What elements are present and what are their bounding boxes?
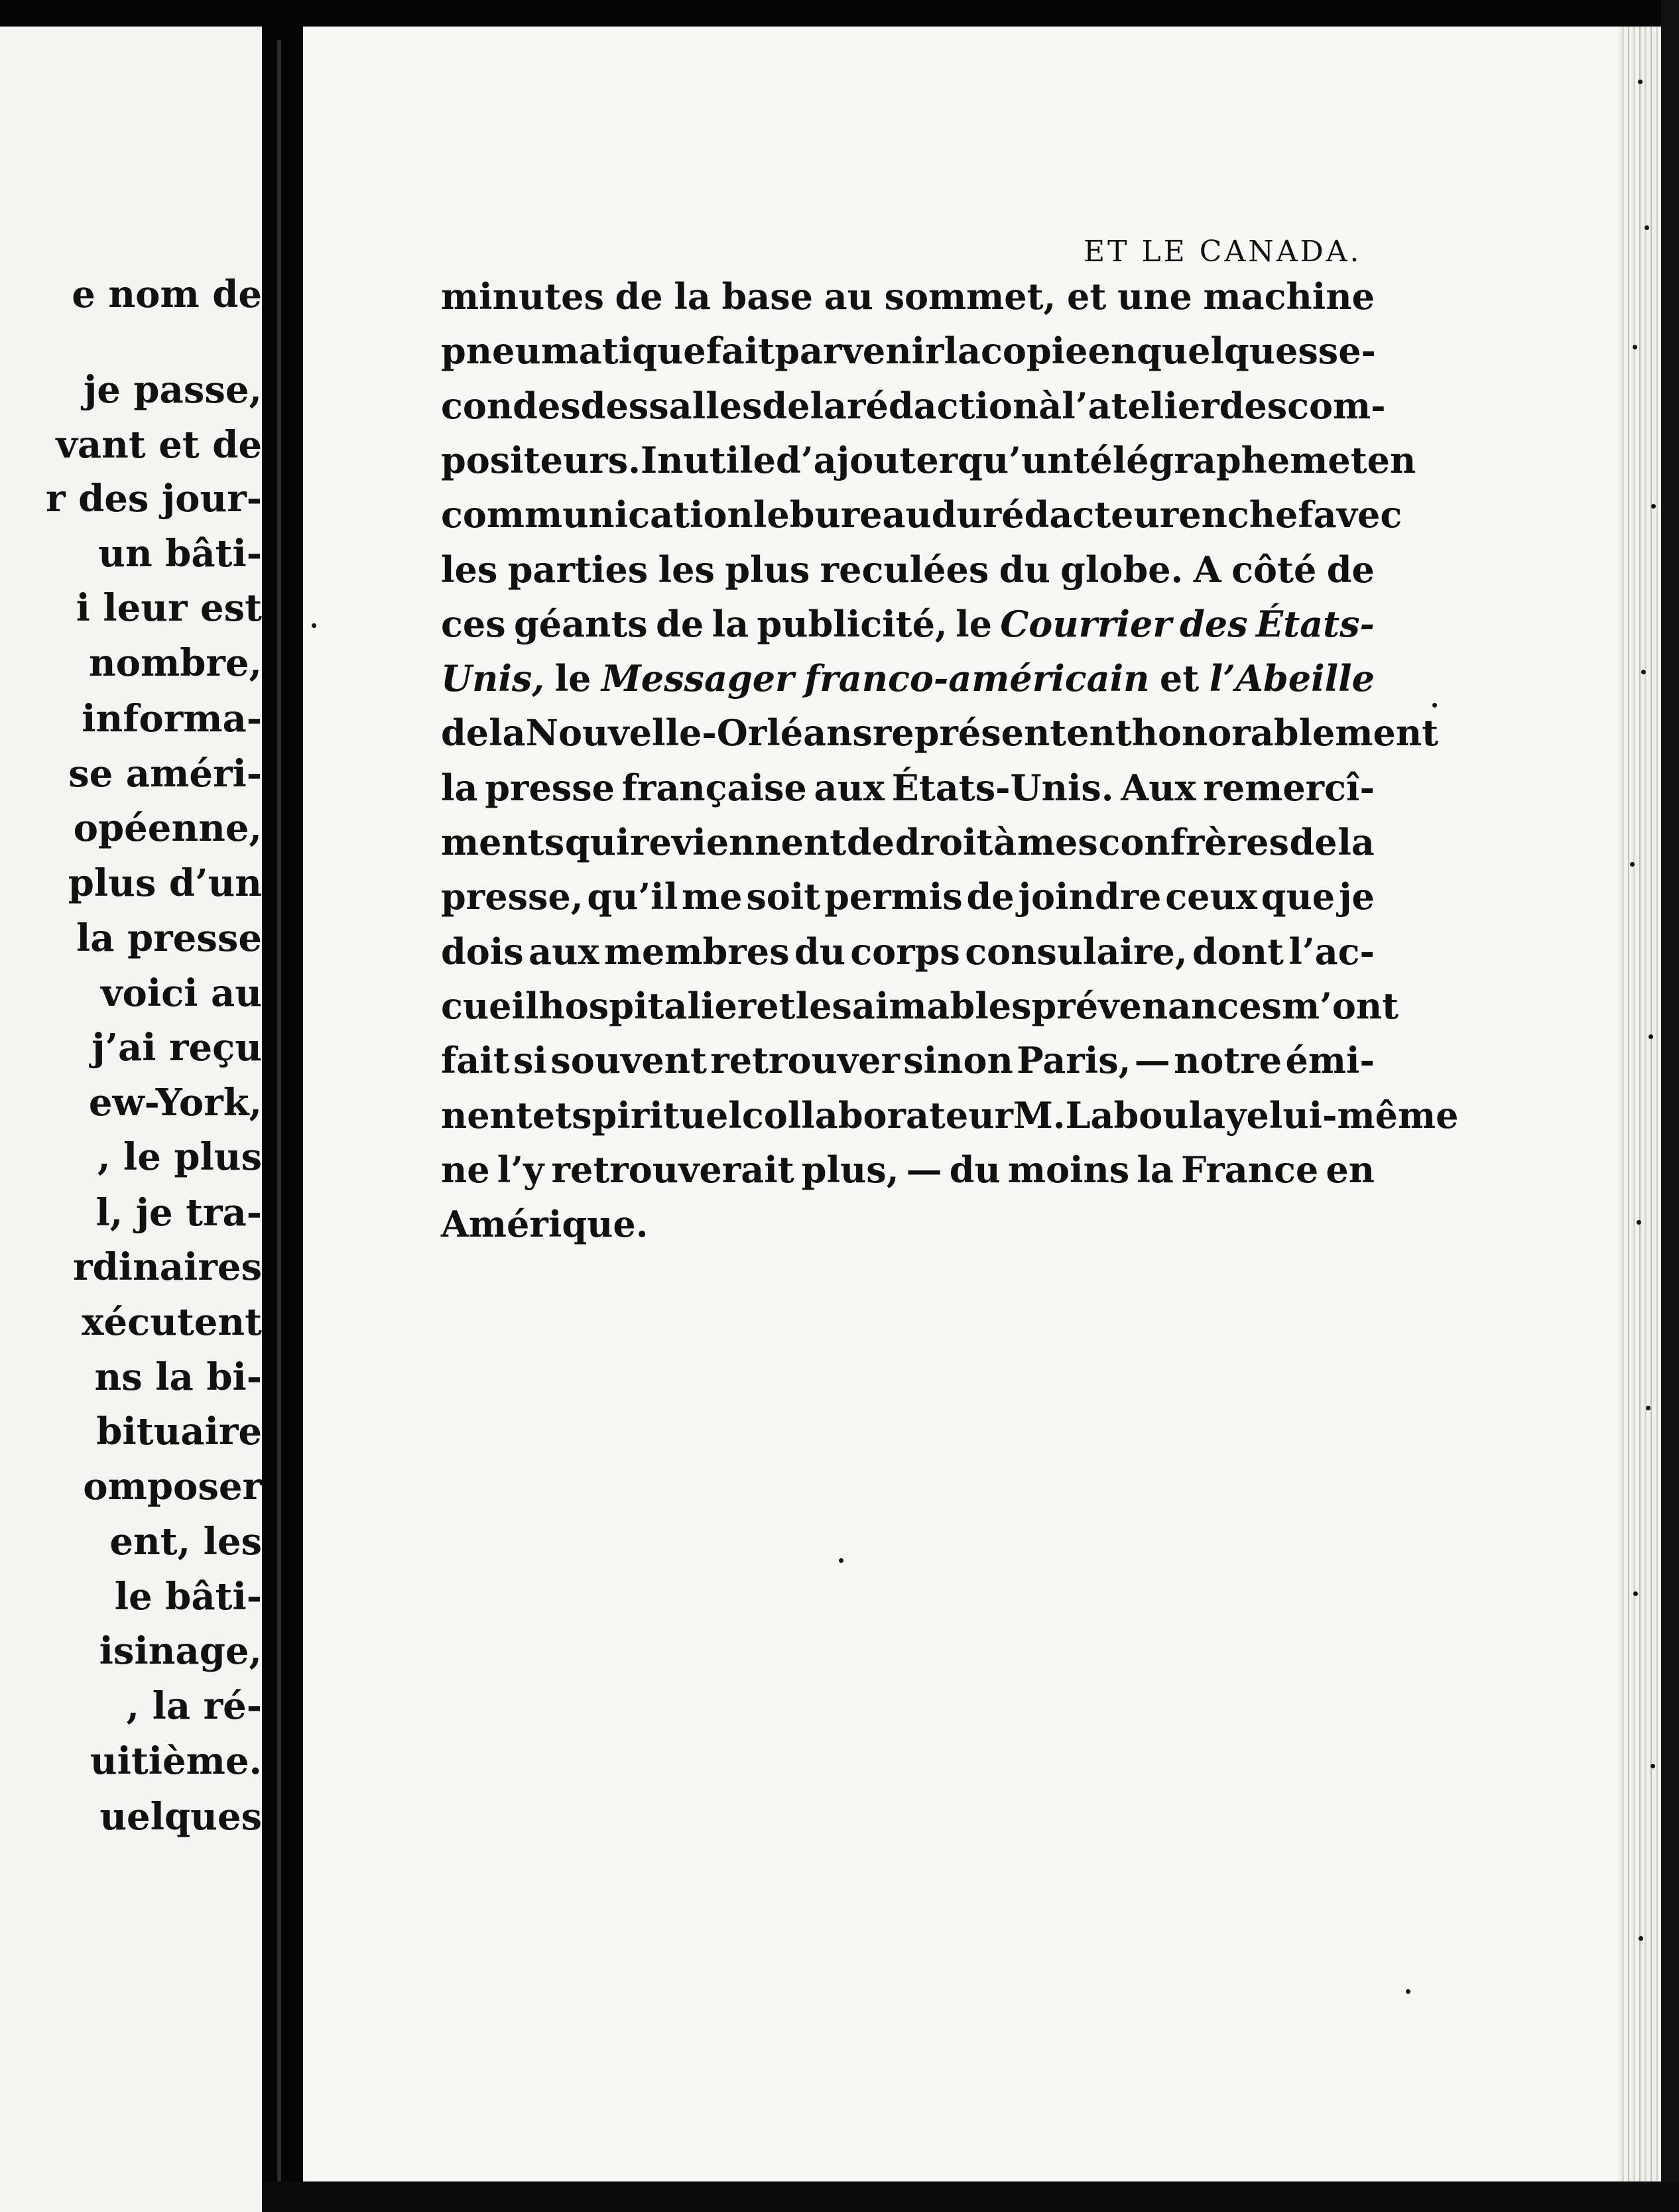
right-page (303, 27, 1636, 2181)
word: aux (814, 767, 885, 809)
word: joindre (1018, 875, 1162, 918)
left-page-line: ew-York, (88, 1081, 262, 1125)
word: émi- (1285, 1039, 1375, 1081)
left-page-line: informa- (82, 697, 262, 741)
italic-word: des (1180, 603, 1248, 645)
word: et (532, 1094, 572, 1137)
left-page-line: uelques (99, 1795, 262, 1839)
italic-word: États- (1256, 603, 1375, 645)
binding-thread (277, 40, 281, 2188)
scan-border-bottom (262, 2181, 1679, 2212)
word: rédaction (847, 385, 1039, 427)
left-page-line: bituaire (96, 1410, 262, 1453)
word: bureau (789, 493, 932, 536)
word: géants (514, 603, 648, 645)
left-page-line: r des jour- (46, 477, 262, 521)
word: publicité, (757, 603, 948, 645)
word: l’y (497, 1148, 544, 1191)
word: dois (441, 930, 524, 973)
word: lui-même (1269, 1094, 1459, 1137)
left-page-line: je passe, (83, 368, 262, 412)
word: la (1137, 1148, 1174, 1191)
word: reviennent (630, 821, 847, 863)
body-line (441, 711, 1439, 761)
word: mes (1017, 821, 1098, 863)
word: corps (850, 930, 960, 973)
word: positeurs. (441, 439, 641, 481)
word: en (1088, 330, 1137, 372)
word: la (674, 275, 711, 318)
word: à (993, 821, 1017, 863)
word: ne (441, 1148, 490, 1191)
word: me (682, 875, 743, 918)
scan-speck (1637, 1220, 1641, 1225)
word: communication (441, 493, 753, 536)
word: et (1159, 657, 1200, 700)
left-page-line: nombre, (88, 641, 262, 685)
left-page-line: opéenne, (73, 806, 262, 850)
body-line (441, 439, 1416, 489)
word: l’ac- (1288, 930, 1375, 973)
scan-speck (839, 1558, 843, 1563)
word: M. (1013, 1094, 1066, 1137)
word: presse, (441, 875, 584, 918)
word: copie (980, 330, 1088, 372)
word: le (554, 657, 591, 700)
word: d’ajouter (776, 439, 958, 481)
word: de (846, 821, 895, 863)
word: télégraphe (1073, 439, 1290, 481)
body-line (441, 385, 1386, 434)
scan-speck (312, 623, 316, 628)
word: le (753, 493, 790, 536)
word: collaborateur (741, 1094, 1013, 1137)
word: retrouverait (551, 1148, 794, 1191)
body-line (441, 985, 1399, 1034)
word: soit (746, 875, 821, 918)
left-page-line: ent, les (109, 1520, 262, 1564)
italic-word: Unis, (441, 657, 545, 700)
word: qu’il (587, 875, 678, 918)
word: plus, (801, 1148, 899, 1191)
page-header (303, 235, 1636, 281)
word: fait (441, 1039, 510, 1081)
left-page-line: , la ré- (126, 1684, 262, 1728)
word: les (795, 985, 852, 1027)
word: la (489, 711, 526, 754)
word: — (1134, 1039, 1170, 1081)
word: que (1261, 875, 1336, 918)
word: du (931, 493, 983, 536)
body-line (441, 493, 1402, 543)
word: du (949, 1148, 1001, 1191)
left-page-line: , le plus (97, 1135, 262, 1179)
scan-speck (1651, 504, 1656, 509)
word: parties (507, 548, 649, 591)
word: Amérique. (441, 1203, 649, 1245)
word: souvent (550, 1039, 707, 1081)
left-page-line: le bâti- (114, 1575, 262, 1619)
word: Laboulaye (1065, 1094, 1269, 1137)
body-line (441, 930, 1375, 980)
word: au (824, 275, 873, 318)
word: prévenances (1031, 985, 1282, 1027)
word: honorablement (1131, 711, 1439, 754)
word: met (1290, 439, 1367, 481)
word: Inutile (640, 439, 777, 481)
body-line (441, 1203, 1375, 1253)
word: en (1178, 493, 1227, 536)
word: la (712, 603, 749, 645)
word: reculées (820, 548, 989, 591)
word: la (1337, 821, 1375, 863)
word: sinon (903, 1039, 1013, 1081)
word: retrouver (710, 1039, 900, 1081)
body-line (441, 603, 1375, 652)
word: avec (1313, 493, 1402, 536)
italic-word: franco-américain (804, 657, 1150, 700)
word: la (441, 767, 478, 809)
word: ceux (1165, 875, 1257, 918)
word: condes (441, 385, 581, 427)
word: spirituel (572, 1094, 742, 1137)
word: remercî- (1203, 767, 1375, 809)
scan-speck (1646, 1406, 1650, 1410)
word: globe. (1060, 548, 1184, 591)
left-page-line: isinage, (99, 1629, 262, 1673)
left-page-line: rdinaires (73, 1245, 262, 1289)
word: minutes (441, 275, 604, 318)
word: une (1117, 275, 1192, 318)
italic-word: Messager (601, 657, 794, 700)
word: qui (564, 821, 630, 863)
word: com- (1287, 385, 1386, 427)
left-page-line: plus d’un (68, 861, 262, 905)
word: Nouvelle-Orléans (525, 711, 873, 754)
book-gutter (262, 27, 303, 2212)
left-page-line: xécutent (82, 1300, 262, 1344)
left-page-line: la presse (76, 916, 262, 960)
word: chef (1227, 493, 1314, 536)
left-page-line: l, je tra- (95, 1191, 262, 1235)
word: à (1038, 385, 1062, 427)
word: pneumatique (441, 330, 706, 372)
word: se- (1318, 330, 1376, 372)
left-page-line: e nom de (72, 273, 262, 316)
body-line (441, 330, 1376, 379)
scan-speck (1630, 862, 1635, 867)
word: plus (725, 548, 810, 591)
word: dont (1192, 930, 1284, 973)
word: des (580, 385, 649, 427)
word: si (513, 1039, 547, 1081)
left-page-line: vant et de (56, 423, 262, 467)
word: de (966, 875, 1015, 918)
italic-word: Courrier (1000, 603, 1172, 645)
word: permis (824, 875, 963, 918)
body-line (441, 767, 1375, 816)
word: A (1193, 548, 1221, 591)
word: de (1289, 821, 1337, 863)
body-line (441, 275, 1375, 325)
word: de (615, 275, 663, 318)
word: Paris, (1017, 1039, 1131, 1081)
word: machine (1203, 275, 1375, 318)
left-page-line: omposer (83, 1465, 262, 1508)
body-line (441, 1094, 1459, 1144)
left-page (0, 27, 262, 2212)
body-line (441, 875, 1375, 925)
left-page-line: voici au (100, 971, 262, 1015)
scan-speck (1645, 225, 1649, 230)
word: les (441, 548, 498, 591)
word: confrères (1098, 821, 1289, 863)
word: des (1219, 385, 1288, 427)
word: les (658, 548, 715, 591)
word: parvenir (775, 330, 944, 372)
word: rédacteur (982, 493, 1179, 536)
word: notre (1174, 1039, 1282, 1081)
word: aux (529, 930, 599, 973)
left-page-line: i leur est (76, 586, 262, 630)
word: française (621, 767, 807, 809)
word: côté (1231, 548, 1317, 591)
word: l’atelier (1062, 385, 1219, 427)
word: m’ont (1281, 985, 1399, 1027)
word: moins (1007, 1148, 1130, 1191)
word: ments (441, 821, 565, 863)
scan-speck (1633, 1591, 1638, 1596)
word: ces (441, 603, 506, 645)
scan-speck (1633, 345, 1637, 349)
left-page-line: j’ai reçu (92, 1026, 262, 1070)
word: le (956, 603, 992, 645)
word: consulaire, (965, 930, 1188, 973)
word: France (1180, 1148, 1319, 1191)
body-line (441, 548, 1375, 598)
scan-speck (1638, 80, 1643, 84)
body-line (441, 657, 1375, 707)
italic-word: l’Abeille (1209, 657, 1375, 700)
word: en (1326, 1148, 1375, 1191)
word: de (762, 385, 810, 427)
word: du (794, 930, 845, 973)
word: la (810, 385, 847, 427)
word: en (1367, 439, 1416, 481)
word: la (944, 330, 981, 372)
body-line (441, 821, 1375, 871)
word: membres (603, 930, 790, 973)
word: représentent (872, 711, 1132, 754)
word: de (441, 711, 489, 754)
word: États-Unis. (891, 767, 1114, 809)
body-line (441, 1039, 1375, 1089)
word: hospitalier (538, 985, 757, 1027)
word: je (1338, 875, 1375, 918)
word: de (1326, 548, 1375, 591)
word: salles (649, 385, 763, 427)
word: — (906, 1148, 942, 1191)
word: base (721, 275, 813, 318)
scan-speck (1650, 1764, 1655, 1768)
word: nent (441, 1094, 532, 1137)
word: droit (895, 821, 993, 863)
left-page-line: ns la bi- (94, 1355, 262, 1399)
word: de (656, 603, 704, 645)
word: du (999, 548, 1050, 591)
word: et (1067, 275, 1107, 318)
running-head: ET LE CANADA. (1084, 235, 1362, 269)
body-line (441, 1148, 1375, 1198)
scan-speck (1406, 1989, 1410, 1994)
scan-speck (1648, 1034, 1653, 1039)
scan-border (1661, 0, 1679, 2212)
scan-speck (1639, 1936, 1643, 1941)
word: sommet, (884, 275, 1056, 318)
left-page-line: uitième. (90, 1739, 262, 1783)
word: fait (706, 330, 775, 372)
left-page-line: se améri- (68, 752, 262, 796)
scan-speck (1641, 670, 1646, 674)
word: et (756, 985, 796, 1027)
word: quelques (1137, 330, 1318, 372)
left-page-line: un bâti- (98, 532, 262, 576)
word: presse (485, 767, 615, 809)
word: cueil (441, 985, 539, 1027)
word: qu’un (958, 439, 1074, 481)
word: aimables (851, 985, 1032, 1027)
scan-speck (1432, 703, 1437, 707)
word: Aux (1121, 767, 1196, 809)
